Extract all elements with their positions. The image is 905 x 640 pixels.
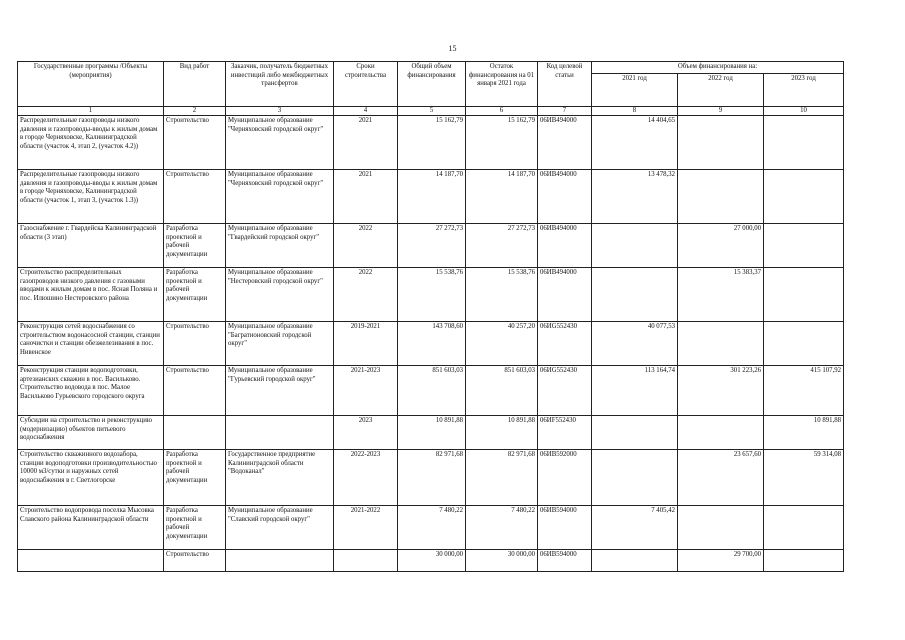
cell-balance: 7 480,22: [466, 506, 538, 550]
cell-customer: Муниципальное образование "Гурьевский городской округ": [226, 366, 334, 416]
cell-customer: Муниципальное образование "Славский городской округ": [226, 506, 334, 550]
cell-y2021: [592, 450, 678, 506]
cell-code: 06ИF552430: [538, 416, 592, 450]
table-row: [18, 450, 844, 506]
cell-balance: 14 187,70: [466, 170, 538, 224]
cell-work-type: Строительство: [164, 366, 226, 416]
cell-work-type: Строительство: [164, 322, 226, 366]
cell-program: Реконструкция станции водоподготовки, артезианских скважин в пос. Васильково. Строительство водовода в пос. Малое Васильково Гурьевского городского округа: [18, 366, 164, 416]
cell-y2022: [678, 116, 764, 170]
cell-code: 06ИВ594000: [538, 550, 592, 572]
cell-balance: 10 891,88: [466, 416, 538, 450]
column-number: 9: [678, 106, 764, 116]
cell-y2023: [764, 550, 844, 572]
column-number: 4: [334, 106, 398, 116]
header-work-type: Вид работ: [164, 62, 226, 107]
cell-y2021: 13 478,32: [592, 170, 678, 224]
cell-customer: Муниципальное образование "Черняховский городской округ": [226, 116, 334, 170]
header-2023: 2023 год: [764, 73, 844, 106]
cell-total: 27 272,73: [398, 224, 466, 268]
column-number: 6: [466, 106, 538, 116]
cell-terms: 2021-2023: [334, 366, 398, 416]
cell-total: 7 480,22: [398, 506, 466, 550]
cell-terms: 2023: [334, 416, 398, 450]
cell-terms: 2022: [334, 224, 398, 268]
cell-code: 06ИG552430: [538, 366, 592, 416]
cell-program: Строительство водопровода поселка Мысовка Славского района Калининградской области: [18, 506, 164, 550]
column-number: 2: [164, 106, 226, 116]
cell-customer: Государственное предприятие Калининградской области "Водоканал": [226, 450, 334, 506]
table-row: [18, 116, 844, 170]
cell-y2021: [592, 268, 678, 322]
cell-total: 15 538,76: [398, 268, 466, 322]
cell-y2023: 10 891,88: [764, 416, 844, 450]
header-code: Код целевой статьи: [538, 62, 592, 107]
cell-balance: 15 162,79: [466, 116, 538, 170]
cell-y2022: [678, 170, 764, 224]
cell-y2021: 7 405,42: [592, 506, 678, 550]
cell-total: 14 187,70: [398, 170, 466, 224]
cell-balance: 27 272,73: [466, 224, 538, 268]
cell-y2022: 301 223,26: [678, 366, 764, 416]
table-row: [18, 506, 844, 550]
cell-y2022: [678, 322, 764, 366]
cell-total: 82 971,68: [398, 450, 466, 506]
cell-y2022: 23 657,60: [678, 450, 764, 506]
header-program: Государственные программы /Объекты (мероприятия): [18, 62, 164, 107]
cell-code: 06ИG552430: [538, 322, 592, 366]
cell-code: 06ИВ592000: [538, 450, 592, 506]
cell-balance: 82 971,68: [466, 450, 538, 506]
cell-y2022: 27 000,00: [678, 224, 764, 268]
cell-y2021: [592, 224, 678, 268]
cell-balance: 851 603,03: [466, 366, 538, 416]
table-row: [18, 366, 844, 416]
cell-program: Распределительные газопроводы низкого давления и газопроводы-вводы к жилым домам в городе Черняховске, Калининградской области (участок 4, этап 2, (участок 4.2)): [18, 116, 164, 170]
cell-terms: 2021-2022: [334, 506, 398, 550]
financing-table: [17, 61, 844, 572]
cell-total: 143 708,60: [398, 322, 466, 366]
cell-code: 06ИВ494000: [538, 224, 592, 268]
column-number: 7: [538, 106, 592, 116]
cell-customer: Муниципальное образование "Гвардейский городской округ": [226, 224, 334, 268]
cell-total: 10 891,88: [398, 416, 466, 450]
cell-y2023: [764, 170, 844, 224]
cell-empty: [334, 550, 398, 572]
cell-terms: 2022-2023: [334, 450, 398, 506]
cell-program: Строительство скважинного водозабора, станции водоподготовки производительностью 10000 м3/сутки и наружных сетей водоснабжения в г. Светлогорске: [18, 450, 164, 506]
cell-work-type: [164, 416, 226, 450]
cell-program: Газоснабжение г. Гвардейска Калининградской области (3 этап): [18, 224, 164, 268]
cell-code: 06ИВ494000: [538, 116, 592, 170]
header-funding: Объем финансирования на:: [592, 62, 844, 74]
cell-y2023: 415 107,92: [764, 366, 844, 416]
cell-y2022: 15 383,37: [678, 268, 764, 322]
cell-code: 06ИВ494000: [538, 268, 592, 322]
cell-customer: Муниципальное образование "Черняховский городской округ": [226, 170, 334, 224]
cell-total: 15 162,79: [398, 116, 466, 170]
cell-terms: 2022: [334, 268, 398, 322]
cell-customer: Муниципальное образование "Багратионовский городской округ": [226, 322, 334, 366]
cell-y2023: 59 314,08: [764, 450, 844, 506]
header-customer: Заказчик, получатель бюджетных инвестиций либо межбюджетных трансфертов: [226, 62, 334, 107]
cell-work-type: Разработка проектной и рабочей документации: [164, 450, 226, 506]
cell-program: Субсидии на строительство и реконструкцию (модернизацию) объектов питьевого водоснабжения: [18, 416, 164, 450]
table-row: [18, 550, 844, 572]
column-number: 5: [398, 106, 466, 116]
cell-customer: [226, 416, 334, 450]
cell-y2021: [592, 550, 678, 572]
column-number: 3: [226, 106, 334, 116]
header-balance: Остаток финансирования на 01 января 2021 года: [466, 62, 538, 107]
column-number: 10: [764, 106, 844, 116]
cell-program: Распределительные газопроводы низкого давления и газопроводы-вводы к жилым домам в городе Черняховске, Калининградской области (участок 1, этап 3, (участок 1.3)): [18, 170, 164, 224]
cell-customer: Муниципальное образование "Нестеровский городской округ": [226, 268, 334, 322]
cell-y2023: [764, 224, 844, 268]
cell-work-type: Строительство: [164, 170, 226, 224]
cell-terms: 2019-2021: [334, 322, 398, 366]
table-row: [18, 224, 844, 268]
cell-balance: 40 257,20: [466, 322, 538, 366]
cell-y2023: [764, 116, 844, 170]
cell-total: 851 603,03: [398, 366, 466, 416]
page-number: 15: [448, 44, 457, 53]
cell-code: 06ИВ594000: [538, 506, 592, 550]
cell-code: 06ИВ494000: [538, 170, 592, 224]
cell-program: Реконструкция сетей водоснабжения со строительством водонасосной станции, станции саночистки и станции обезжелезивания в пос. Нивенское: [18, 322, 164, 366]
cell-work-type: Разработка проектной и рабочей документации: [164, 268, 226, 322]
cell-y2022: 29 700,00: [678, 550, 764, 572]
cell-balance: 30 000,00: [466, 550, 538, 572]
cell-terms: 2021: [334, 116, 398, 170]
cell-work-type: Разработка проектной и рабочей документации: [164, 224, 226, 268]
table-row: [18, 170, 844, 224]
cell-y2021: [592, 416, 678, 450]
cell-y2021: 40 077,53: [592, 322, 678, 366]
column-number: 8: [592, 106, 678, 116]
header-2021: 2021 год: [592, 73, 678, 106]
table-row: [18, 416, 844, 450]
cell-balance: 15 538,76: [466, 268, 538, 322]
table-row: [18, 322, 844, 366]
column-number: 1: [18, 106, 164, 116]
table-row: [18, 268, 844, 322]
cell-work-type: Разработка проектной и рабочей документации: [164, 506, 226, 550]
header-2022: 2022 год: [678, 73, 764, 106]
cell-y2023: [764, 506, 844, 550]
cell-y2022: [678, 416, 764, 450]
cell-empty: [18, 550, 164, 572]
cell-y2021: 14 404,65: [592, 116, 678, 170]
cell-y2023: [764, 268, 844, 322]
cell-total: 30 000,00: [398, 550, 466, 572]
cell-work-type: Строительство: [164, 116, 226, 170]
cell-terms: 2021: [334, 170, 398, 224]
cell-work-type: Строительство: [164, 550, 226, 572]
header-terms: Сроки строительства: [334, 62, 398, 107]
cell-y2023: [764, 322, 844, 366]
cell-empty: [226, 550, 334, 572]
cell-y2022: [678, 506, 764, 550]
cell-y2021: 113 164,74: [592, 366, 678, 416]
header-total: Общий объем финансирования: [398, 62, 466, 107]
cell-program: Строительство распределительных газопроводов низкого давления с газовыми вводами к жилым домам в пос. Ясная Поляна и пос. Илюшино Нестеровского района: [18, 268, 164, 322]
column-number-row: [18, 106, 844, 116]
